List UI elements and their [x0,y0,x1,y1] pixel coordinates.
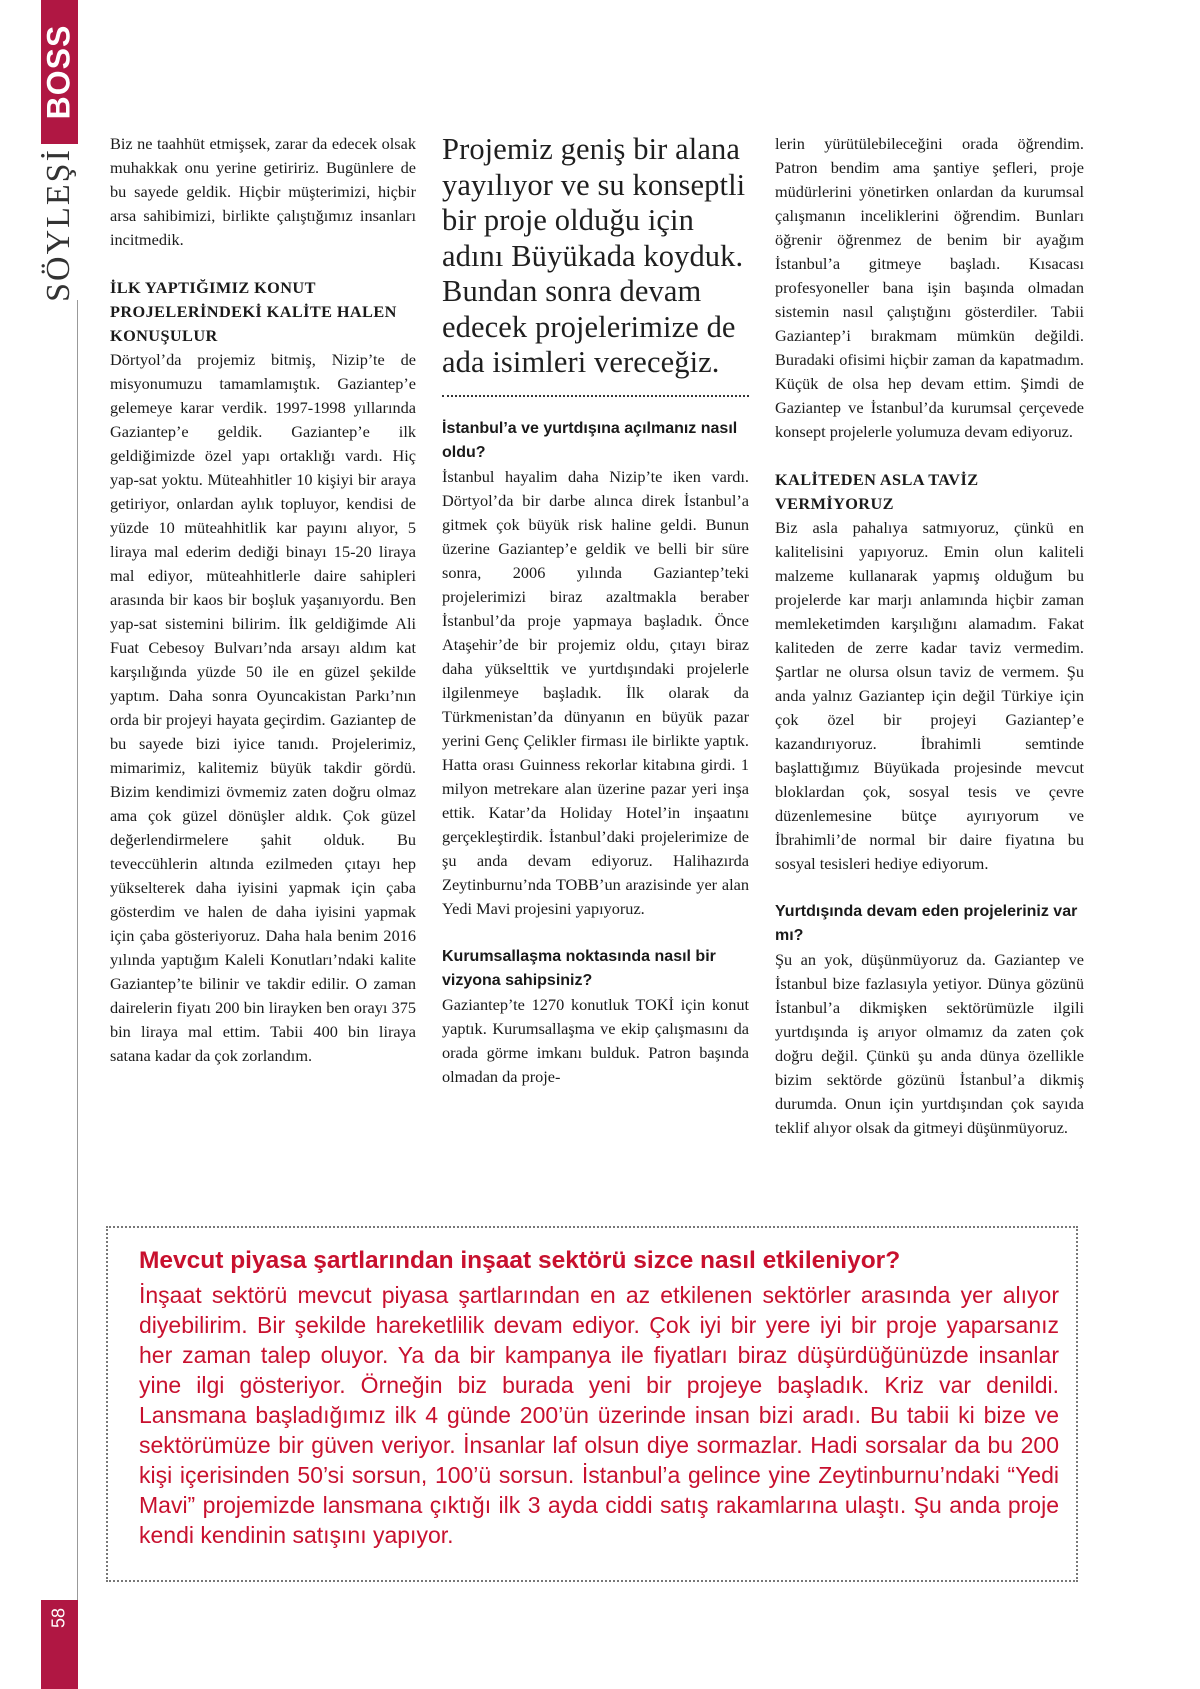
column-left [110,132,416,1068]
column-middle [442,132,749,1089]
paragraph: Biz asla pahalıya satmıyoruz, çünkü en kalitelisini yapıyoruz. Emin olun kaliteli malzeme kullanarak yapmış olduğum bu projelerde kar marjı anlamında hiçbir zaman memleketimden karşılığını alamadım. Fakat kaliteden de zerre kadar taviz vermedim. Şartlar ne olursa olsun taviz de vermem. Şu anda yalnız Gaziantep için değil Türkiye için çok özel bir projeyi Gaziantep’e kazandırıyoruz. İbrahimli semtinde başlattığımız Büyükada projesinde mevcut bloklardan çok, sosyal tesis ve çevre düzenlemesine bütçe ayırıyorum ve İbrahimli’de normal bir daire fiyatına bu sosyal tesisleri hediye ediyorum. [775,518,1084,873]
interview-answer: İstanbul hayalim daha Nizip’te iken vardı. Dörtyol’da bir darbe alınca direk İstanbul’a gitmek çok büyük risk haline geldi. Bunun üzerine Gaziantep’e geldik ve belli bir süre sonra, 2006 yılında Gaziantep’teki projelerimizi biraz azaltmakla beraber İstanbul’da proje yapmaya başladık. Önce Ataşehir’de bir projemiz oldu, çıtayı biraz daha yükselttik ve yurtdışındaki projelerle ilgilenmeye başladık. İlk olarak da Türkmenistan’da dünyanın en büyük pazar yerini Genç Çelikler firması ile birlikte yaptık. Hatta orası Guinness rekorlar kitabına girdi. 1 milyon metrekare alan üzerine pazar yeri inşa ettik. Katar’da Holiday Hotel’in inşaatını gerçekleştirdik. İstanbul’daki projelerimize de şu anda devam ediyoruz. Halihazırda Zeytinburnu’nda TOBB’un arazisinde yer alan Yedi Mavi projesini yapıyoruz. [442,466,749,918]
paragraph: Dörtyol’da projemiz bitmiş, Nizip’te de misyonumuzu tamamlamıştık. Gaziantep’e gelemeye karar verdik. 1997-1998 yıllarında Gaziantep’e geldik. Gaziantep’e ilk geldiğimizde özel yapı ortaklığı vardı. Hiç yap-sat yoktu. Müteahhitler 10 kişiyi bir araya getiriyor, onlardan aylık topluyor, kendisi de yüzde 10 müteahhitlik kar payını alıyor, 5 liraya mal ederim dediği binayı 15-20 liraya mal ediyor, müteahhitlerle daire sahipleri arasında bir kaos bir boşluk yaşanıyordu. Ben yap-sat sistemini bilirim. İlk geldiğimde Ali Fuat Cebesoy Bulvarı’nda arsayı aldım kat karşılığında yüzde 50 ile en güzel şekilde yaptım. Daha sonra Oyuncakistan Parkı’nın orda bir projeyi hayata geçirdim. Gaziantep de bu sayede bizi iyice tanıdı. Projelerimiz, mimarimiz, kalitemiz büyük takdir gördü. Bizim kendimizi övmemiz zaten doğru olmaz ama çok güzel dönüşler aldık. Çok güzel değerlendirmelere şahit olduk. Bu teveccühlerin altında ezilmeden çıtayı hep yükselterek daha iyisini yapmak için çaba gösterdim ve halen de daha iyisini yapmak için çaba gösteriyoruz. Daha hala benim 2016 yılında yaptığım Kaleli Konutları’ndaki kalite Gaziantep’te bilinir ve takdir edilir. O zaman dairelerin fiyatı 200 bin lirayken ben orayı 375 bin liraya mal ettim. Tabii 400 bin liraya satana kadar da çok zorlandım. [110,350,416,1065]
side-strip [0,0,78,1689]
dotted-divider [442,395,749,397]
side-divider [77,300,78,1600]
pull-quote: Projemiz geniş bir alana yayılıyor ve su konseptli bir proje olduğu için adını Büyükada koyduk. Bundan sonra devam edecek projelerimize de ada isimleri vereceğiz. [442,132,746,379]
interview-question: Yurtdışında devam eden projeleriniz var mı? [775,903,1078,944]
paragraph: lerin yürütülebileceğini orada öğrendim. Patron bendim ama şantiye şefleri, proje müdürlerini yönetirken onlardan da kurumsal çalışmanın inceliklerini öğrendim. Bunları öğrenir öğrenmez de benim bir ayağım İstanbul’a gitmeye başladı. Kısacası profesyoneller bana işin başında olmadan sistemin nasıl çalıştığını gösterdiler. Tabii Gaziantep’i bırakmam mümkün değildi. Buradaki ofisimi hiçbir zaman da kapatmadım. Küçük de olsa hep devam ettim. Şimdi de Gaziantep ve İstanbul’da kurumsal çerçevede konsept projelerle yolumuza devam ediyoruz. [775,134,1084,441]
interview-answer: Gaziantep’te 1270 konutluk TOKİ için konut yaptık. Kurumsallaşma ve ekip çalışmasını da orada görme imkanı bulduk. Patron başında olmadan da proje- [442,994,749,1086]
highlight-question: Mevcut piyasa şartlarından inşaat sektörü sizce nasıl etkileniyor? [139,1247,901,1274]
brand-logo: BOSS [40,24,77,120]
interview-answer: Şu an yok, düşünmüyoruz da. Gaziantep ve İstanbul bize fazlasıyla yetiyor. Dünya gözünü İstanbul’a dikmişken sektörümüzle ilgili yurtdışında iş arıyor olmamız da zaten çok doğru değil. Çünkü şu anda dünya özellikle bizim sektörde gözünü İstanbul’a dikmiş durumda. Onun için yurtdışından çok sayıda teklif alıyor olsak da gitmeyi düşünmüyoruz. [775,950,1084,1137]
section-title: SÖYLEŞİ [40,148,77,302]
interview-question: Kurumsallaşma noktasında nasıl bir vizyona sahipsiniz? [442,947,716,989]
page-number: 58 [48,1607,69,1629]
interview-question: İstanbul’a ve yurtdışına açılmanız nasıl oldu? [442,419,738,461]
paragraph: Biz ne taahhüt etmişsek, zarar da edecek olsak muhakkak onu yerine getiririz. Bugünlere de bu sayede geldik. Hiçbir müşterimizi, hiçbir arsa sahibimizi, birlikte çalıştığımız insanları incitmedik. [110,134,416,249]
section-heading: KALİTEDEN ASLA TAVİZ VERMİYORUZ [775,470,979,513]
section-heading: İLK YAPTIĞIMIZ KONUT PROJELERİNDEKİ KALİTE HALEN KONUŞULUR [110,278,397,345]
highlight-box [106,1226,1078,1582]
highlight-answer: İnşaat sektörü mevcut piyasa şartlarından en az etkilenen sektörler arasında yer alıyor diyebilirim. Bir şekilde hareketlilik devam ediyor. Çok iyi bir yere iyi bir proje yaparsanız her zaman talep oluyor. Ya da bir kampanya ile fiyatları biraz düşürdüğünüzde insanlar yine ilgi gösteriyor. Örneğin biz burada yeni bir projeye başladık. Kriz var denildi. Lansmana başladığımız ilk 4 günde 200’ün üzerinde insan bizi aradı. Bu tabii ki bize ve sektörümüze bir güven veriyor. İnsanlar laf olsun diye sormazlar. Hadi sorsalar da bu 200 kişi içerisinden 50’si sorsun, 100’ü sorsun. İstanbul’a gelince yine Zeytinburnu’ndaki “Yedi Mavi” projemizde lansmana çıktığı ilk 3 ayda ciddi satış rakamlarına ulaştı. Şu anda proje kendi kendinin satışını yapıyor. [139,1282,1059,1548]
column-right [775,132,1084,1140]
